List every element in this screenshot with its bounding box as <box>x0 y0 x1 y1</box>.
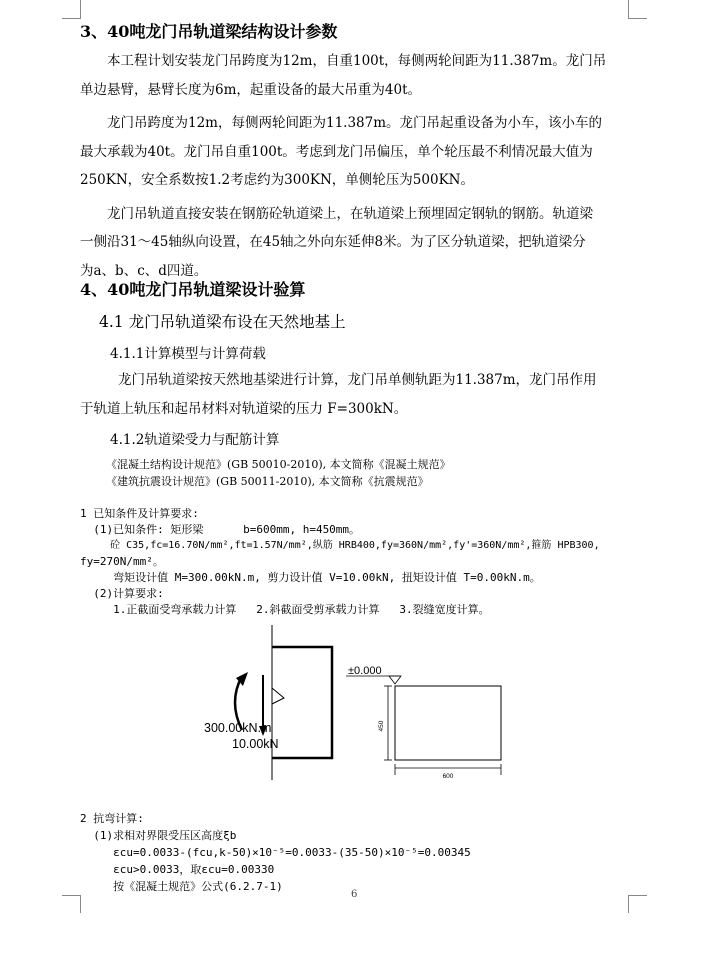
subsection-4-1-1-heading: 4.1.1计算模型与计算荷载 <box>110 346 266 362</box>
calc-line: 2 抗弯计算: <box>80 812 144 825</box>
beam-outline <box>272 647 332 758</box>
moment-label: 300.00kN.m <box>204 721 272 735</box>
paragraph-line: 本工程计划安装龙门吊跨度为12m，自重100t，每侧两轮间距为11.387m。龙门吊 <box>107 53 607 69</box>
calc-line: (1)已知条件: 矩形梁 b=600mm, h=450mm。 <box>80 523 361 536</box>
section-4-heading: 4、40吨龙门吊轨道梁设计验算 <box>80 280 306 299</box>
code-reference-2: 《建筑抗震设计规范》(GB 50011-2010), 本文简称《抗震规范》 <box>106 475 429 488</box>
calc-line: 1.正截面受弯承载力计算 2.斜截面受剪承载力计算 3.裂缝宽度计算。 <box>80 603 490 616</box>
subsection-4-1-heading: 4.1 龙门吊轨道梁布设在天然地基上 <box>99 313 346 331</box>
elevation-label: ±0.000 <box>348 665 382 677</box>
paragraph-line: 最大承载为40t。龙门吊自重100t。考虑到龙门吊偏压，单个轮压最不利情况最大值为 <box>80 143 593 160</box>
crop-mark-bottom-left-h <box>62 895 81 896</box>
paragraph-line: 龙门吊轨道直接安装在钢筋砼轨道梁上，在轨道梁上预埋固定钢轨的钢筋。轨道梁 <box>107 205 593 222</box>
calculation-conditions <box>80 490 600 634</box>
calc-line: 弯矩设计值 M=300.00kN.m, 剪力设计值 V=10.00kN, 扭矩设计值 T=0.00kN.m。 <box>80 571 541 584</box>
section-3-heading: 3、40吨龙门吊轨道梁结构设计参数 <box>80 22 338 41</box>
cross-section-rectangle <box>395 686 501 760</box>
calc-line: 砼 C35,fc=16.70N/mm²,ft=1.57N/mm²,纵筋 HRB400,fy=360N/mm²,fy'=360N/mm²,箍筋 HPB300, <box>80 540 600 551</box>
crop-mark-top-left-h <box>62 18 81 19</box>
crop-mark-top-right-v <box>628 0 629 18</box>
section-3-paragraph-1 <box>80 47 640 285</box>
calc-line: εcu=0.0033-(fcu,k-50)×10⁻⁵=0.0033-(35-50)×10⁻⁵=0.00345 <box>80 846 471 859</box>
crop-mark-top-left-v <box>80 0 81 18</box>
calc-line: 按《混凝土规范》公式(6.2.7-1) <box>80 880 283 893</box>
bending-calculation <box>80 793 471 912</box>
calc-line: (2)计算要求: <box>80 587 164 600</box>
calc-line: fy=270N/mm²。 <box>80 555 164 568</box>
page-number: 6 <box>351 889 358 900</box>
paragraph-line: 于轨道上轨压和起吊材料对轨道梁的压力 F=300kN。 <box>80 400 408 417</box>
calc-line: 1 已知条件及计算要求: <box>80 507 199 520</box>
paragraph-line: 单边悬臂，悬臂长度为6m，起重设备的最大吊重为40t。 <box>80 81 421 98</box>
crop-mark-bottom-right-v <box>628 895 629 913</box>
paragraph-line: 为a、b、c、d四道。 <box>80 262 208 279</box>
calc-line: εcu>0.0033，取εcu=0.00330 <box>80 863 275 876</box>
paragraph-line: 250KN，安全系数按1.2考虑约为300KN，单侧轮压为500KN。 <box>80 172 474 188</box>
shear-label: 10.00kN <box>232 737 279 751</box>
height-dim-label: 450 <box>378 720 385 732</box>
elevation-triangle <box>389 676 401 684</box>
paragraph-line: 龙门吊跨度为12m，每侧两轮间距为11.387m。龙门吊起重设备为小车，该小车的 <box>107 115 603 131</box>
beam-section-figure <box>190 620 520 785</box>
crop-mark-top-right-h <box>628 18 647 19</box>
crop-mark-bottom-right-h <box>628 895 647 896</box>
break-mark <box>272 688 284 704</box>
width-dim-label: 600 <box>442 773 454 780</box>
subsection-4-1-2-heading: 4.1.2轨道梁受力与配筋计算 <box>110 432 280 448</box>
calc-line: (1)求相对界限受压区高度ξb <box>80 829 237 842</box>
paragraph-line: 龙门吊轨道梁按天然地基梁进行计算，龙门吊单侧轨距为11.387m，龙门吊作用 <box>118 372 597 388</box>
code-reference-1: 《混凝土结构设计规范》(GB 50010-2010), 本文简称《混凝土规范》 <box>106 458 451 471</box>
paragraph-line: 一侧沿31～45轴纵向设置，在45轴之外向东延伸8米。为了区分轨道梁，把轨道梁分 <box>80 234 586 250</box>
subsection-4-1-1-paragraph <box>80 366 640 423</box>
